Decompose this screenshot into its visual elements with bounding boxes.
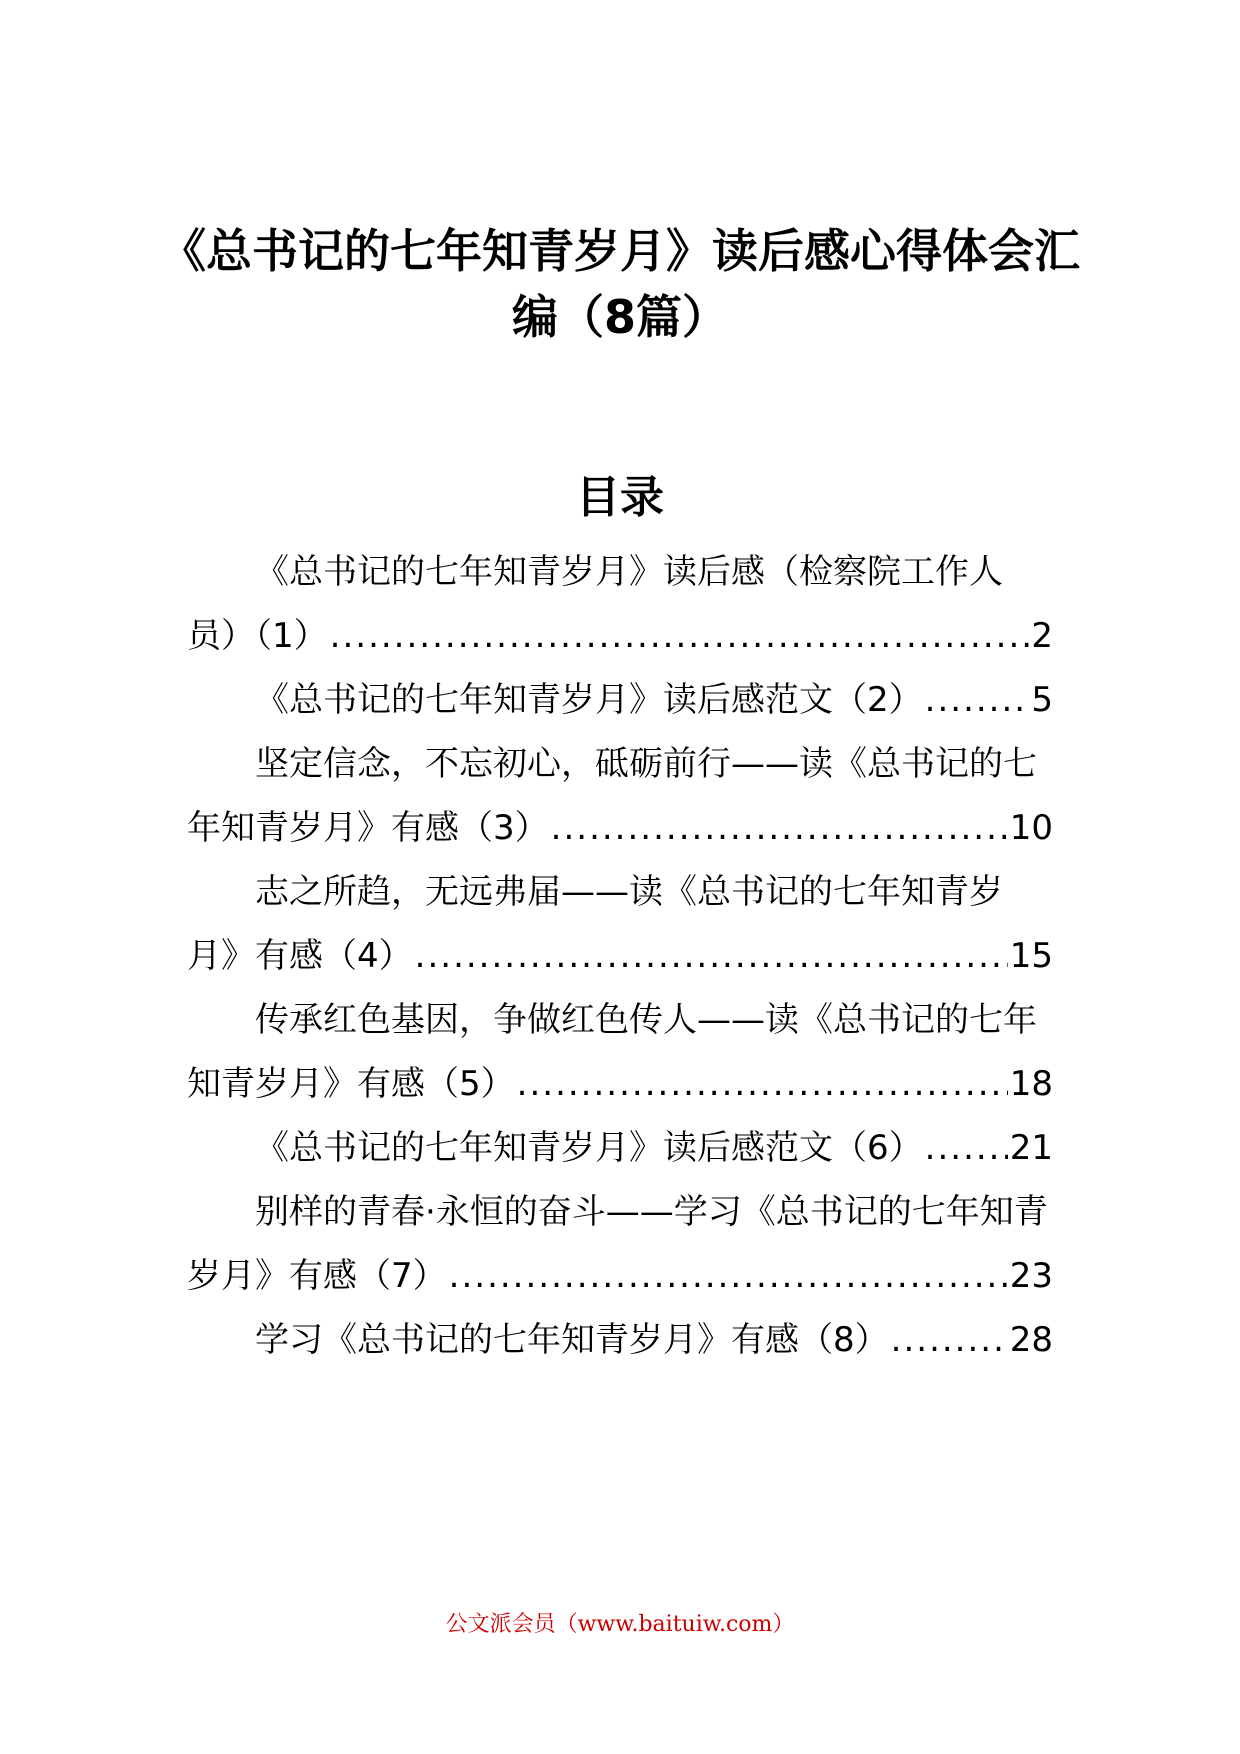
toc-leader-dots	[925, 1116, 1008, 1180]
footer-watermark: 公文派会员（www.baituiw.com）	[445, 1612, 795, 1637]
toc-entry-text-line2: 岁月》有感（7）	[187, 1256, 447, 1296]
toc-leader-dots	[517, 1052, 1008, 1116]
toc-heading: 目录	[576, 472, 664, 523]
toc-leader-dots	[891, 1308, 1008, 1372]
toc-leader-dots	[415, 924, 1008, 988]
toc-entry-text-line2: 员）（1）	[187, 616, 328, 656]
toc-entry-8[interactable]	[187, 1308, 1053, 1372]
toc-entry-text: 《总书记的七年知青岁月》读后感范文（6）	[255, 1128, 923, 1168]
toc-entry-4[interactable]	[187, 860, 1053, 988]
toc-page-number: 10	[1009, 808, 1053, 848]
toc-entry-text: 学习《总书记的七年知青岁月》有感（8）	[255, 1320, 889, 1360]
toc-entry-text-line2: 年知青岁月》有感（3）	[187, 808, 549, 848]
toc-entry-7[interactable]	[187, 1180, 1053, 1308]
toc-page-number: 28	[1009, 1320, 1053, 1360]
toc-leader-dots	[330, 604, 1030, 668]
toc-entry-5[interactable]	[187, 988, 1053, 1116]
toc-entry-text-line1: 志之所趋，无远弗届——读《总书记的七年知青岁	[255, 872, 1003, 912]
toc-leader-dots	[551, 796, 1008, 860]
toc-entry-6[interactable]	[187, 1116, 1053, 1180]
toc-entry-text-line2: 月》有感（4）	[187, 936, 413, 976]
toc-leader-dots	[449, 1244, 1008, 1308]
toc-page-number: 2	[1031, 616, 1053, 656]
toc-page-number: 15	[1009, 936, 1053, 976]
document-title: 《总书记的七年知青岁月》读后感心得体会汇编（8篇）	[160, 224, 1080, 344]
toc-entry-1[interactable]	[187, 540, 1053, 668]
table-of-contents	[187, 540, 1053, 1372]
toc-entry-2[interactable]	[187, 668, 1053, 732]
toc-entry-3[interactable]	[187, 732, 1053, 860]
toc-entry-text-line1: 《总书记的七年知青岁月》读后感（检察院工作人	[255, 552, 1003, 592]
toc-entry-text: 《总书记的七年知青岁月》读后感范文（2）	[255, 680, 923, 720]
toc-page-number: 21	[1009, 1128, 1053, 1168]
toc-page-number: 18	[1009, 1064, 1053, 1104]
toc-entry-text-line1: 别样的青春·永恒的奋斗——学习《总书记的七年知青	[255, 1192, 1048, 1232]
toc-entry-text-line1: 传承红色基因，争做红色传人——读《总书记的七年	[255, 1000, 1037, 1040]
toc-page-number: 23	[1009, 1256, 1053, 1296]
toc-entry-text-line1: 坚定信念，不忘初心，砥砺前行——读《总书记的七	[255, 744, 1037, 784]
toc-entry-text-line2: 知青岁月》有感（5）	[187, 1064, 515, 1104]
toc-page-number: 5	[1031, 680, 1053, 720]
toc-leader-dots	[925, 668, 1030, 732]
